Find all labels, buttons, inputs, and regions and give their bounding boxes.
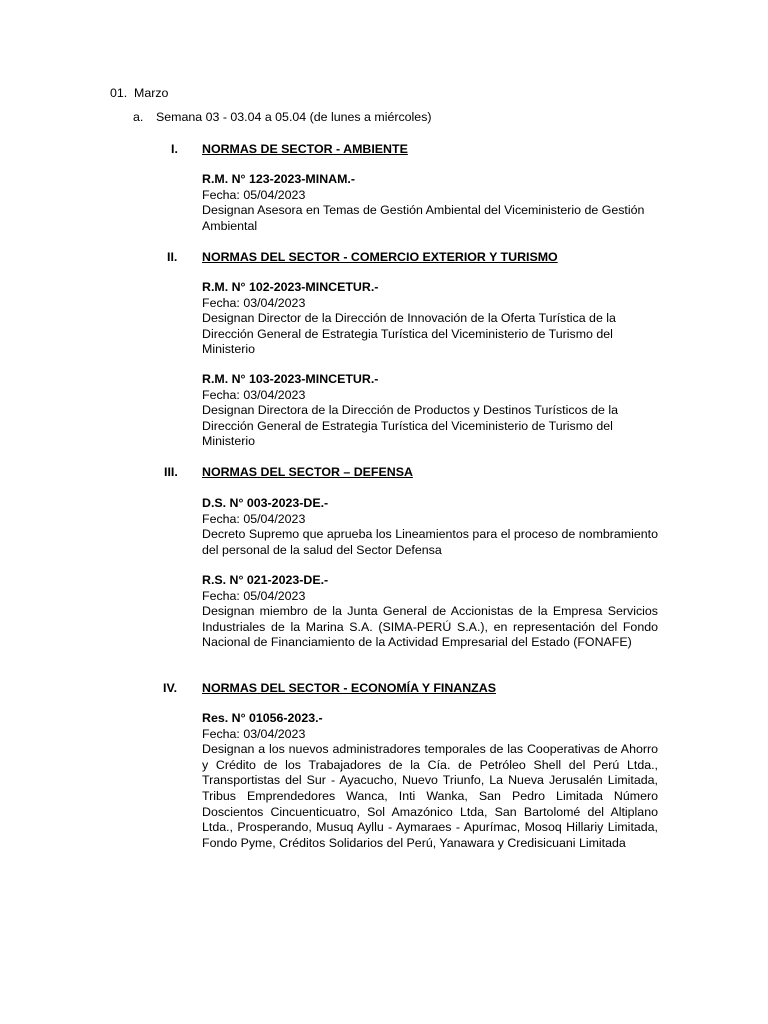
norm-description: Designan Director de la Dirección de Innovación de la Oferta Turística de la Dirección General de Estrategia Turística del Viceministerio de Turismo del Ministerio bbox=[202, 311, 616, 357]
norm-entry bbox=[202, 280, 658, 358]
section-title: NORMAS DEL SECTOR - COMERCIO EXTERIOR Y TURISMO bbox=[202, 250, 558, 264]
norm-date: Fecha: 03/04/2023 bbox=[202, 387, 306, 402]
section-numeral: III. bbox=[164, 465, 178, 479]
norm-code: R.S. N° 021-2023-DE.- bbox=[202, 573, 329, 587]
month-label: Marzo bbox=[134, 86, 169, 100]
norm-entry bbox=[202, 172, 658, 234]
norm-date: Fecha: 05/04/2023 bbox=[202, 511, 306, 526]
norm-entry bbox=[202, 711, 658, 851]
norm-date: Fecha: 05/04/2023 bbox=[202, 187, 306, 202]
week-label: Semana 03 - 03.04 a 05.04 (de lunes a miércoles) bbox=[156, 110, 432, 124]
norm-entry bbox=[202, 372, 658, 450]
section-title: NORMAS DEL SECTOR - ECONOMÍA Y FINANZAS bbox=[202, 681, 496, 695]
norm-date: Fecha: 03/04/2023 bbox=[202, 295, 306, 310]
norm-code: R.M. N° 103-2023-MINCETUR.- bbox=[202, 372, 379, 386]
section-numeral: I. bbox=[171, 142, 178, 156]
week-letter: a. bbox=[133, 110, 144, 124]
norm-date: Fecha: 05/04/2023 bbox=[202, 588, 306, 603]
norm-description: Designan Asesora en Temas de Gestión Ambiental del Viceministerio de Gestión Ambiental bbox=[202, 203, 645, 233]
norm-description: Decreto Supremo que aprueba los Lineamientos para el proceso de nombramiento del personal de la salud del Sector Defensa bbox=[202, 527, 658, 557]
norm-code: Res. N° 01056-2023.- bbox=[202, 711, 323, 725]
section-numeral: II. bbox=[167, 250, 178, 264]
section-title: NORMAS DEL SECTOR – DEFENSA bbox=[202, 465, 413, 479]
norm-entry bbox=[202, 573, 658, 651]
section-title: NORMAS DE SECTOR - AMBIENTE bbox=[202, 142, 408, 156]
norm-description: Designan Directora de la Dirección de Productos y Destinos Turísticos de la Dirección General de Estrategia Turística del Viceministerio de Turismo del Ministerio bbox=[202, 403, 618, 449]
month-number: 01. bbox=[110, 86, 128, 100]
norm-description: Designan miembro de la Junta General de Accionistas de la Empresa Servicios Industriales de la Marina S.A. (SIMA-PERÚ S.A.), en representación del Fondo Nacional de Financiamiento de la Actividad Empresarial del Estado (FONAFE) bbox=[202, 604, 658, 650]
norm-code: R.M. N° 123-2023-MINAM.- bbox=[202, 172, 355, 186]
norm-date: Fecha: 03/04/2023 bbox=[202, 726, 306, 741]
norm-code: R.M. N° 102-2023-MINCETUR.- bbox=[202, 280, 379, 294]
section-numeral: IV. bbox=[163, 681, 178, 695]
norm-entry bbox=[202, 496, 658, 558]
norm-code: D.S. N° 003-2023-DE.- bbox=[202, 496, 329, 510]
norm-description: Designan a los nuevos administradores temporales de las Cooperativas de Ahorro y Crédito de los Trabajadores de la Cía. de Petróleo Shell del Perú Ltda., Transportistas del Sur - Ayacucho, Nuevo Triunfo, La Nueva Jerusalén Limitada, Tribus Emprendedores Wanca, Inti Wanka, San Pedro Limitada Número Doscientos Cincuenticuatro, Sol Amazónico Ltda, San Bartolomé del Altiplano Ltda., Prosperando, Musuq Ayllu - Aymaraes - Apurímac, Mosoq Hillariy Limitada, Fondo Pyme, Créditos Solidarios del Perú, Yanawara y Credisicuani Limitada bbox=[202, 742, 658, 850]
